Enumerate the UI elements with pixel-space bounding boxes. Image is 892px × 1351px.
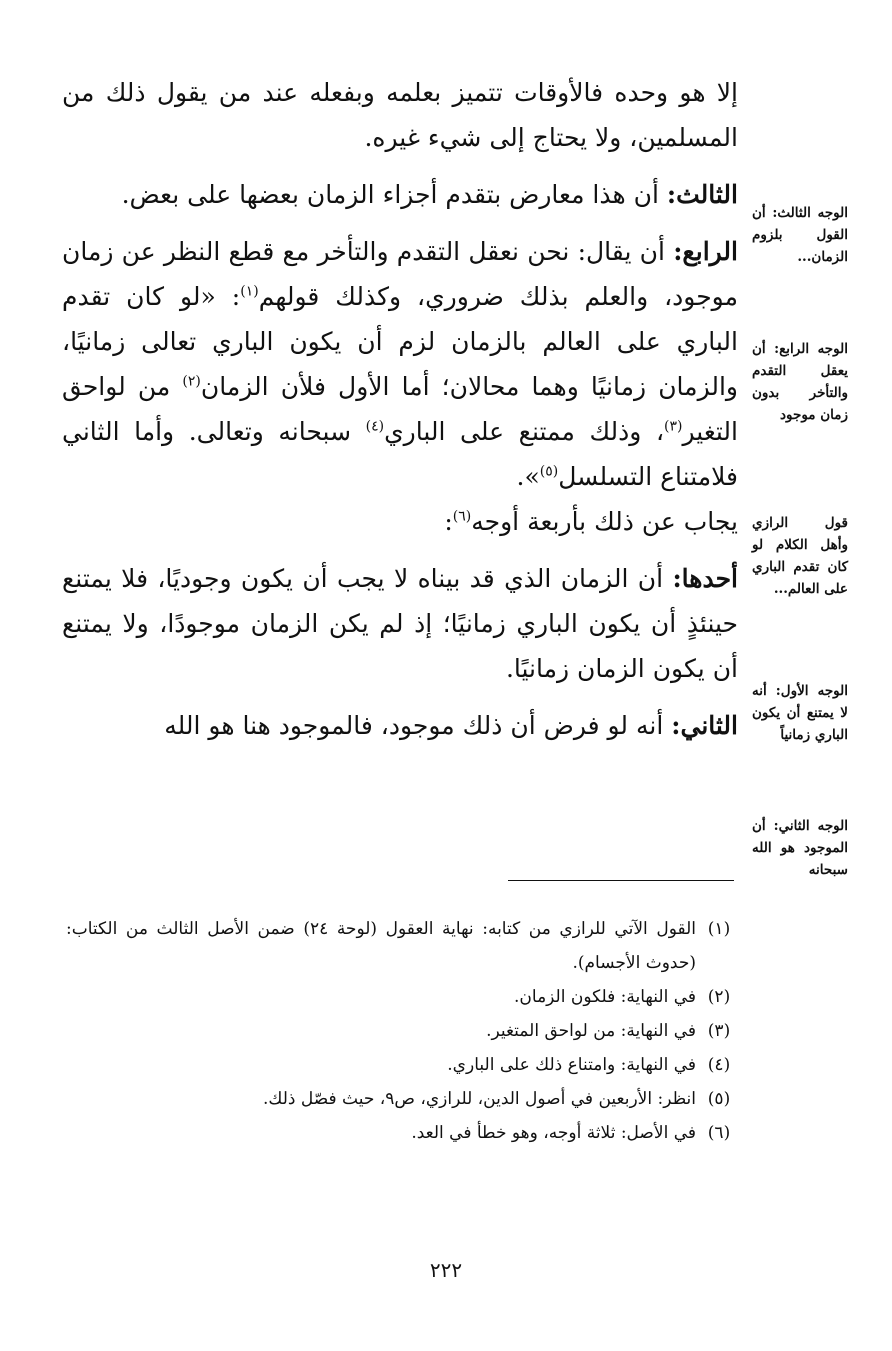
- paragraph-text: أن الزمان الذي قد بيناه لا يجب أن يكون وجوديًا، فلا يمتنع حينئذٍ أن يكون الباري زمانيًا؛ إذ لم يكن الزمان موجودًا، ولا يمتنع أن يكون الزمان زمانيًا.: [62, 564, 738, 683]
- footnote-ref: (٤): [365, 418, 385, 435]
- footnote-ref: (٥): [539, 463, 559, 480]
- paragraph-continuation: إلا هو وحده فالأوقات تتميز بعلمه وبفعله عند من يقول ذلك من المسلمين، ولا يحتاج إلى شيء غيره.: [62, 78, 738, 152]
- paragraph-text: أنه لو فرض أن ذلك موجود، فالموجود هنا هو الله: [164, 711, 672, 740]
- footnote-text: في الأصل: ثلاثة أوجه، وهو خطأ في العد.: [411, 1123, 696, 1143]
- footnote-text: انظر: الأربعين في أصول الدين، للرازي، ص٩، حيث فصّل ذلك.: [262, 1089, 696, 1109]
- footnote-number: (١): [707, 919, 731, 939]
- margin-note: الوجه الرابع: أن يعقل التقدم والتأخر بدون زمان موجود: [752, 341, 848, 423]
- footnote-text: في النهاية: وامتناع ذلك على الباري.: [447, 1055, 696, 1075]
- paragraph-text: :: [444, 507, 453, 536]
- footnote-item: [66, 1082, 742, 1116]
- footnote-ref: (١): [240, 283, 259, 300]
- paragraph-text: يجاب عن ذلك بأربعة أوجه: [471, 507, 738, 536]
- paragraph-answer-intro: [62, 499, 738, 544]
- paragraph-heading: الثاني:: [671, 711, 738, 740]
- footnote-text: في النهاية: فلكون الزمان.: [514, 987, 696, 1007]
- footnote-ref: (٦): [452, 508, 472, 525]
- footnote-number: (٢): [707, 987, 731, 1007]
- paragraph-text: : «لو كان تقدم الباري على العالم بالزمان لزم أن يكون الباري تعالى زمانيًا، والزمان زمانيًا وهما محالان؛ أما الأول فلأن الزمان: [62, 282, 738, 401]
- paragraph-text: ».: [516, 462, 540, 491]
- footnote-item: [66, 1014, 742, 1048]
- paragraph-heading: أحدها:: [672, 564, 738, 593]
- margin-note: قول الرازي وأهل الكلام لو كان تقدم الباري على العالم...: [752, 515, 848, 597]
- paragraph-first-answer: [62, 556, 738, 691]
- footnote-item: [66, 980, 742, 1014]
- paragraph-fourth: [62, 229, 738, 499]
- footnotes: [66, 912, 742, 1150]
- paragraph-heading: الرابع:: [673, 237, 738, 266]
- footnote-number: (٥): [707, 1089, 731, 1109]
- footnote-item: [66, 1048, 742, 1082]
- margin-note: الوجه الثاني: أن الموجود هو الله سبحانه: [752, 818, 848, 878]
- paragraph-text: أن يقال: نحن نعقل التقدم والتأخر مع قطع النظر عن زمان موجود، والعلم بذلك ضروري، وكذلك قولهم: [62, 237, 738, 311]
- footnote-text: القول الآتي للرازي من كتابه: نهاية العقول (لوحة ٢٤) ضمن الأصل الثالث من الكتاب: (حدوث الأجسام).: [66, 919, 696, 973]
- footnote-ref: (٣): [664, 418, 683, 435]
- margin-note: الوجه الأول: أنه لا يمتنع أن يكون الباري زمانياً: [752, 683, 848, 743]
- margin-note: الوجه الثالث: أن القول بلزوم الزمان...: [752, 205, 848, 265]
- footnote-item: [66, 1116, 742, 1150]
- paragraph-text: سبحانه وتعالى. وأما الثاني فلامتناع التسلسل: [62, 417, 738, 491]
- paragraph-text: ، وذلك ممتنع على الباري: [384, 417, 665, 446]
- paragraph-heading: الثالث:: [666, 180, 738, 209]
- footnote-separator: [508, 880, 734, 881]
- footnote-ref: (٢): [182, 373, 201, 390]
- main-text: [62, 70, 738, 760]
- footnote-item: [66, 912, 742, 980]
- footnote-text: في النهاية: من لواحق المتغير.: [486, 1021, 696, 1041]
- paragraph-third: [62, 172, 738, 217]
- paragraph-text: أن هذا معارض بتقدم أجزاء الزمان بعضها على بعض.: [121, 180, 667, 209]
- paragraph-second-answer: [62, 703, 738, 748]
- page-number: ٢٢٢: [429, 1258, 463, 1282]
- footnote-number: (٣): [707, 1021, 731, 1041]
- footnote-number: (٦): [707, 1123, 731, 1143]
- paragraph-text: من لواحق التغير: [62, 372, 738, 446]
- footnote-number: (٤): [707, 1055, 731, 1075]
